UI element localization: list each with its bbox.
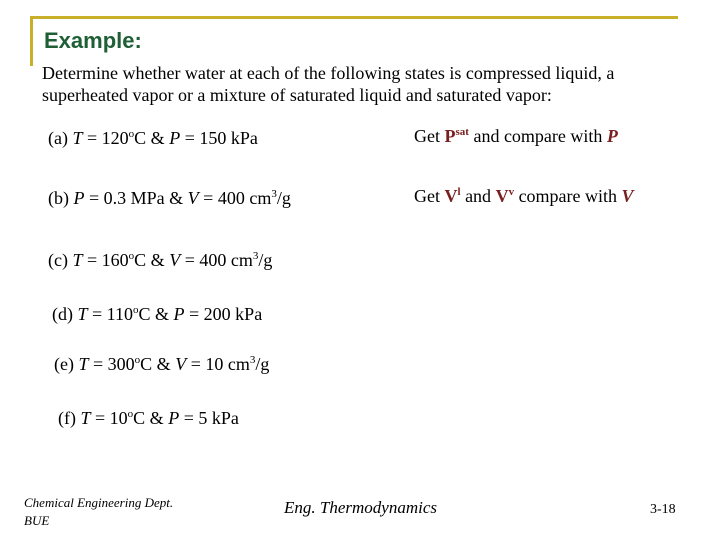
hint-a: Get $P^{sat}$ and compare with P: [414, 126, 618, 146]
title-frame-top: [30, 16, 678, 19]
item-label: (c): [48, 250, 68, 270]
item-label: (e): [54, 354, 74, 374]
slide-title: Example:: [44, 28, 142, 53]
intro-text: Determine whether water at each of the following states is compressed liquid, a superheated vapor or a mixture of saturated liquid and saturated vapor:: [42, 63, 615, 105]
item-a: (a) $T = 120^oC$ & P = 150 kPa: [48, 128, 258, 148]
item-label: (d): [52, 304, 73, 324]
footer-dept-line2: BUE: [24, 513, 50, 528]
footer-course: Eng. Thermodynamics: [284, 498, 437, 517]
item-d: (d) $T = 110^oC$ & P = 200 kPa: [52, 304, 263, 324]
hint-b: Get $V^l$ and $V^v$ compare with V: [414, 186, 634, 206]
footer-page-number: 3-18: [650, 502, 676, 517]
item-f: (f) $T = 10^oC$ & P = 5 kPa: [58, 408, 239, 428]
item-var: T: [72, 128, 83, 148]
footer-dept: [24, 494, 173, 530]
item-e: (e) $T = 300^oC$ & V = 10 $cm^3/g$: [54, 354, 270, 374]
title-frame-left: [30, 16, 33, 66]
item-label: (a): [48, 128, 68, 148]
item-label: (b): [48, 188, 69, 208]
item-b: (b) P = 0.3 MPa & V = 400 $cm^3/g$: [48, 188, 291, 208]
item-label: (f): [58, 408, 76, 428]
footer-dept-line1: Chemical Engineering Dept.: [24, 495, 174, 510]
item-c: (c) $T = 160^oC$ & V = 400 $cm^3/g$: [48, 250, 273, 270]
